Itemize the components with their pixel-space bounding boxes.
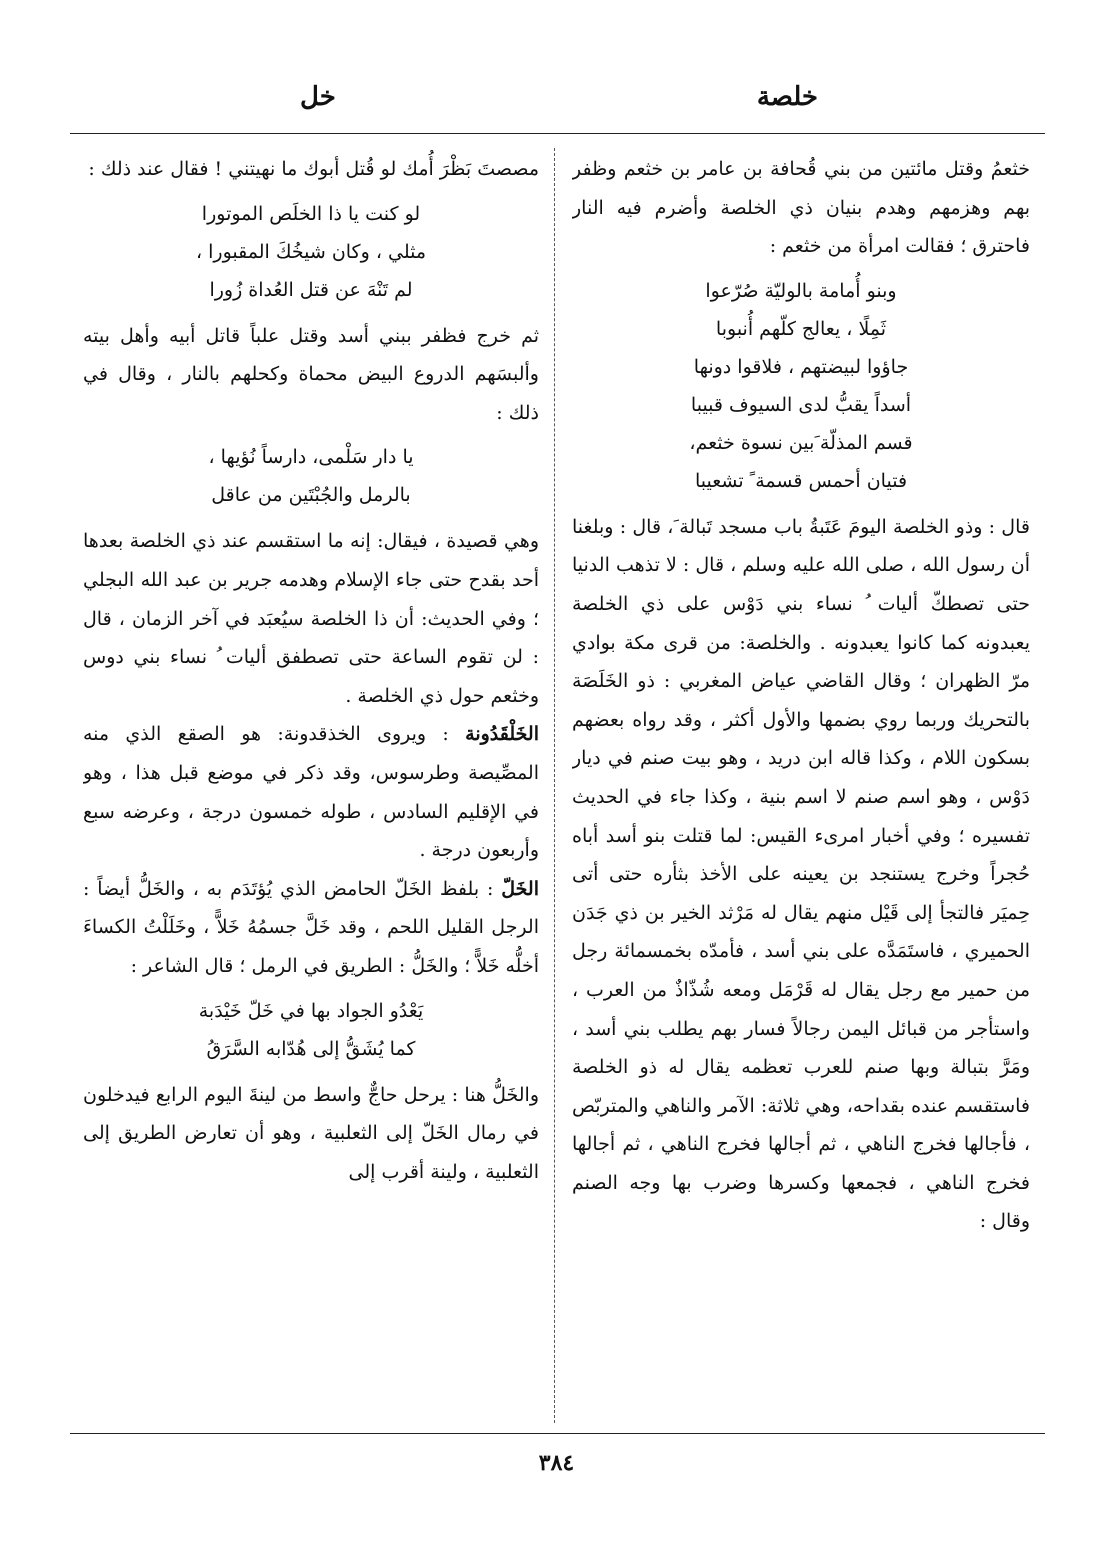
dictionary-entry <box>83 715 539 869</box>
entry-text: : ويروى الخذقدونة: هو الصقع الذي منه المصِّيصة وطرسوس، وقد ذكر في موضع قبل هذا ، وهو في الإقليم السادس ، طوله خمسون درجة ، وعرضه سبع وأربعون درجة . <box>83 723 539 862</box>
verse-line: قسم المذلّة َبين نسوة خثعم، <box>689 431 913 454</box>
paragraph: والخَلُّ هنا : يرحل حاجٌّ واسط من لينةَ اليوم الرابع فيدخلون في رمال الخَلّ إلى الثعلبية ، وهو أن تعارض الطريق إلى الثعلبية ، ولينة أقرب إلى <box>83 1083 539 1183</box>
verse-block <box>83 992 539 1068</box>
running-head-left: خل <box>300 82 336 112</box>
verse-line: كما يُشَقُّ إلى هُدّابه السَّرَقُ <box>206 1037 416 1060</box>
verse-block <box>83 438 539 514</box>
verse-line: لو كنت يا ذا الخلَص الموتورا <box>201 202 421 225</box>
paragraph: وهي قصيدة ، فيقال: إنه ما استقسم عند ذي الخلصة بعدها أحد بقدح حتى جاء الإسلام وهدمه جرير بن عبد الله البجلي ؛ وفي الحديث: أن ذا الخلصة سيُعبَد في آخر الزمان ، قال : لن تقوم الساعة حتى تصطفق أليات ُ نساء بني دوس وخثعم حول ذي الخلصة . <box>83 530 539 707</box>
verse-block <box>572 272 1030 500</box>
entry-headword: الخَلْقَدُونة <box>465 723 539 746</box>
verse-line: جاؤوا لبيضتهم ، فلاقوا دونها <box>693 355 909 378</box>
top-rule <box>70 133 1045 134</box>
verse-line: بالرمل والجُبْتَين من عاقل <box>211 484 411 507</box>
verse-line: أسداً يقبُّ لدى السيوف قبيبا <box>690 393 912 416</box>
dictionary-entry <box>83 870 539 986</box>
paragraph: قال : وذو الخلصة اليومَ عَتَبةُ باب مسجد تَبالة َ، قال : وبلغنا أن رسول الله ، صلى الله عليه وسلم ، قال : لا تذهب الدنيا حتى تصطكّ أليات ُ نساء بني دَوْس على ذي الخلصة يعبدونه كما كانوا يعبدونه . والخلصة: من قرى مكة بوادي مرّ الظهران ؛ وقال القاضي عياض المغربي : ذو الخَلَصَة بالتحريك وربما روي بضمها والأول أكثر ، وقد رواه بعضهم بسكون اللام ، وكذا قاله ابن دريد ، وهو بيت صنم في ديار دَوْس ، وهو اسم صنم لا اسم بنية ، وكذا جاء في الحديث تفسيره ؛ وفي أخبار امرىء القيس: لما قتلت بنو أسد أباه حُجراً وخرج يستنجد بن يعينه على الأخذ بثأره حتى أتى حِميَر فالتجأ إلى قَيْل منهم يقال له مَرْثد الخير بن ذي جَدَن الحميري ، فاستَمَدَّه على بني أسد ، فأمدّه بخمسمائة رجل من حمير مع رجل يقال له قَرْمَل ومعه شُذّاذٌ من العرب ، واستأجر من قبائل اليمن رجالاً فسار بهم يطلب بني أسد ، ومَرَّ بتبالة وبها صنم للعرب تعظمه يقال له ذو الخلصة فاستقسم عنده بقداحه، وهي ثلاثة: الآمر والناهي والمتربّص ، فأجالها فخرج الناهي ، ثم أجالها فخرج الناهي ، ثم أجالها فخرج الناهي ، فجمعها وكسرها وضرب بها وجه الصنم وقال : <box>572 515 1030 1233</box>
paragraph: ثم خرج فظفر ببني أسد وقتل علباً قاتل أبيه وأهل بيته وألبسَهم الدروع البيض محماة وكحلهم بالنار ، وقال في ذلك : <box>83 324 539 424</box>
entry-text: : بلفظ الخَلّ الحامض الذي يُؤتَدَم به ، والخَلُّ أيضاً : الرجل القليل اللحم ، وقد خَلَّ جسمُهُ خَلاًّ ، وخَلَلْتُ الكساءَ أخلُّه خَلاًّ ؛ والخَلُّ : الطريق في الرمل ؛ قال الشاعر : <box>83 877 539 977</box>
paragraph: خثعمُ وقتل مائتين من بني قُحافة بن عامر بن خثعم وظفر بهم وهزمهم وهدم بنيان ذي الخلصة وأضرم فيه النار فاحترق ؛ فقالت امرأة من خثعم : <box>572 158 1030 258</box>
verse-line: لم تَنْهَ عن قتل العُداة زُورا <box>209 278 413 301</box>
page-number: ٣٨٤ <box>538 1450 575 1476</box>
verse-line: مثلي ، وكان شيخُكَ المقبورا ، <box>195 240 427 263</box>
column-divider <box>554 148 555 1423</box>
paragraph: مصصتَ بَظْرَ أُمك لو قُتل أبوك ما نهيتني ! فقال عند ذلك : <box>88 158 539 180</box>
verse-line: وبنو أُمامة بالوليّة صُرّعوا <box>705 279 897 302</box>
running-head-right: خلصة <box>756 82 818 112</box>
verse-line: فتيان أحمس قسمة ً تشعيبا <box>694 469 908 492</box>
verse-line: يَعْدُو الجواد بها في خَلّ خَيْدَبة <box>198 999 424 1022</box>
bottom-rule <box>70 1433 1045 1434</box>
entry-headword: الخَلّ <box>501 877 539 900</box>
verse-line: ثَمِلًا ، يعالج كلّهم أُنبوبا <box>715 317 887 340</box>
left-column <box>83 150 539 1425</box>
verse-line: يا دار سَلْمى، دارساً نُؤيها ، <box>208 446 414 469</box>
verse-block <box>83 195 539 309</box>
right-column <box>572 150 1030 1425</box>
